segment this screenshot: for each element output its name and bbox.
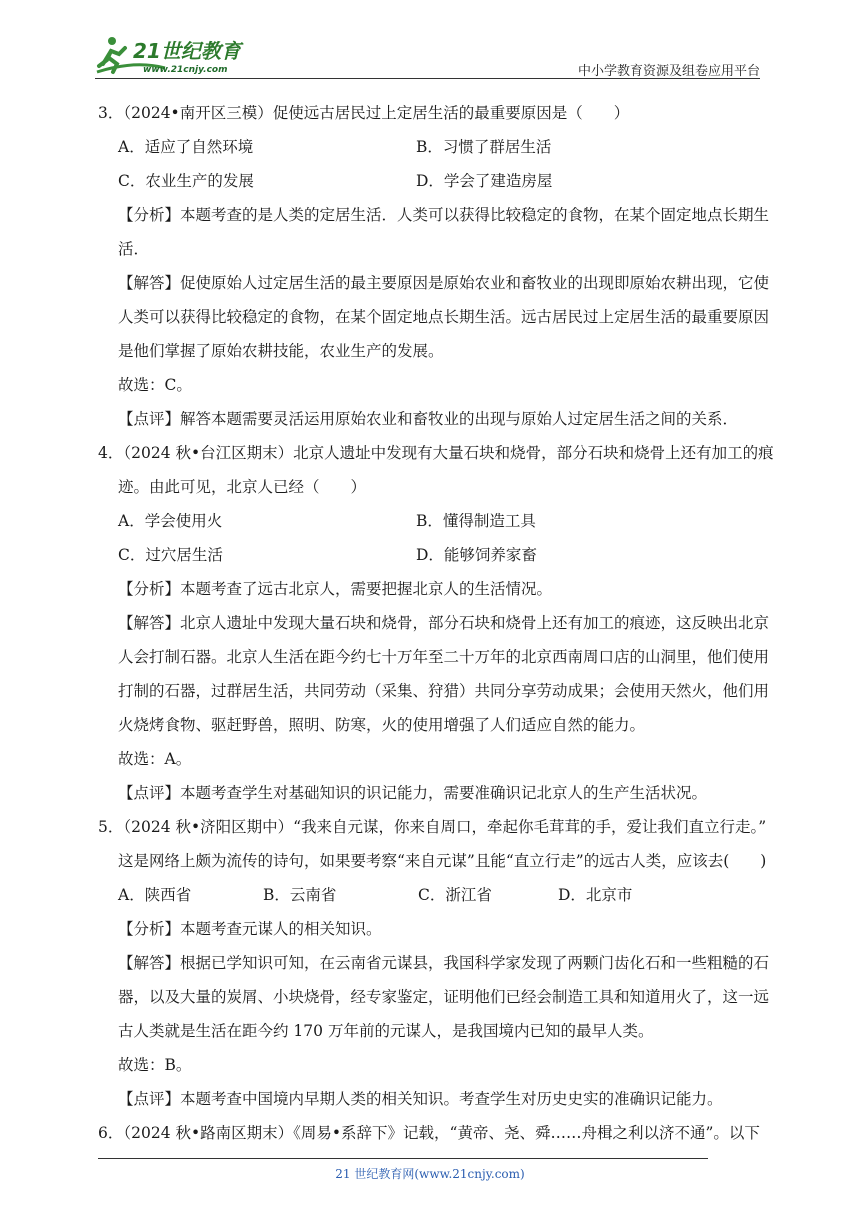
- text-line: 人会打制石器。北京人生活在距今约七十万年至二十万年的北京西南周口店的山洞里，他们使用: [118, 648, 770, 666]
- text-line: 【解答】根据已学知识可知，在云南省元谋县，我国科学家发现了两颗门齿化石和一些粗糙的石: [118, 954, 770, 972]
- text-line: 人类可以获得比较稳定的食物，在某个固定地点长期生活。远古居民过上定居生活的最重要原因: [118, 308, 770, 326]
- question-stem: 4．（2024 秋•台江区期末）北京人遗址中发现有大量石块和烧骨，部分石块和烧骨上还有加工的痕: [98, 444, 774, 462]
- question-stem: 3．（2024•南开区三模）促使远古居民过上定居生活的最重要原因是（ ）: [98, 104, 630, 122]
- text-line: 故选：B。: [118, 1056, 192, 1074]
- answer-option: C．浙江省: [418, 886, 492, 904]
- footer-source: 21 世纪教育网(www.21cnjy.com): [335, 1167, 525, 1181]
- answer-options-row: [98, 878, 762, 912]
- text-line: 【点评】解答本题需要灵活运用原始农业和畜牧业的出现与原始人过定居生活之间的关系．: [118, 410, 739, 428]
- text-line: 火烧烤食物、驱赶野兽，照明、防寒，火的使用增强了人们适应自然的能力。: [118, 716, 646, 734]
- answer-option: B．懂得制造工具: [416, 512, 536, 530]
- answer-option: B．云南省: [263, 886, 337, 904]
- text-line: 【分析】本题考查元谋人的相关知识。: [118, 920, 382, 938]
- answer-option: A．陕西省: [118, 886, 192, 904]
- document-body: [98, 96, 774, 1150]
- question-stem: 5．（2024 秋•济阳区期中）“我来自元谋，你来自周口，牵起你毛茸茸的手，爱让我们直立行走。”: [98, 818, 767, 836]
- text-line: 故选：C。: [118, 376, 192, 394]
- logo-21cnjy: [95, 34, 265, 78]
- text-line: 打制的石器，过群居生活，共同劳动（采集、狩猎）共同分享劳动成果；会使用天然火，他们用: [118, 682, 770, 700]
- answer-option: D．北京市: [558, 886, 633, 904]
- header-platform-text: 中小学教育资源及组卷应用平台: [577, 64, 760, 79]
- page-header: [95, 30, 760, 80]
- answer-option: D．能够饲养家畜: [416, 546, 537, 564]
- text-line: 迹。由此可见，北京人已经（ ）: [118, 478, 367, 496]
- text-line: 是他们掌握了原始农耕技能，农业生产的发展。: [118, 342, 444, 360]
- text-line: 【点评】本题考查学生对基础知识的识记能力，需要准确识记北京人的生产生活状况。: [118, 784, 708, 802]
- answer-options-row: [98, 164, 762, 198]
- text-line: 【解答】北京人遗址中发现大量石块和烧骨，部分石块和烧骨上还有加工的痕迹，这反映出北京: [118, 614, 770, 632]
- text-line: 这是网络上颇为流传的诗句，如果要考察“来自元谋”且能“直立行走”的远古人类，应该去( ): [118, 852, 767, 870]
- answer-option: D．学会了建造房屋: [416, 172, 553, 190]
- text-line: 活．: [118, 240, 150, 258]
- text-line: 古人类就是生活在距今约 170 万年前的元谋人，是我国境内已知的最早人类。: [118, 1022, 654, 1040]
- text-line: 器，以及大量的炭屑、小块烧骨，经专家鉴定，证明他们已经会制造工具和知道用火了，这一远: [118, 988, 770, 1006]
- logo-url: www.21cnjy.com: [143, 65, 228, 75]
- text-line: 【解答】促使原始人过定居生活的最主要原因是原始农业和畜牧业的出现即原始农耕出现，它使: [118, 274, 770, 292]
- question-stem: 6．（2024 秋•路南区期末）《周易•系辞下》记载，“黄帝、尧、舜……舟楫之利以济不通”。以下: [98, 1124, 760, 1142]
- answer-options-row: [98, 130, 762, 164]
- answer-option: C．过穴居生活: [118, 546, 223, 564]
- answer-option: C．农业生产的发展: [118, 172, 254, 190]
- logo-text: 21世纪教育: [133, 39, 241, 63]
- text-line: 【点评】本题考查中国境内早期人类的相关知识。考查学生对历史史实的准确识记能力。: [118, 1090, 723, 1108]
- answer-options-row: [98, 538, 762, 572]
- answer-options-row: [98, 504, 762, 538]
- header-divider: [95, 78, 760, 79]
- answer-option: A．学会使用火: [118, 512, 223, 530]
- text-line: 【分析】本题考查的是人类的定居生活．人类可以获得比较稳定的食物，在某个固定地点长期生: [118, 206, 770, 224]
- answer-option: B．习惯了群居生活: [416, 138, 552, 156]
- answer-option: A．适应了自然环境: [118, 138, 254, 156]
- text-line: 【分析】本题考查了远古北京人，需要把握北京人的生活情况。: [118, 580, 553, 598]
- footer-divider: [98, 1158, 708, 1159]
- text-line: 故选：A。: [118, 750, 192, 768]
